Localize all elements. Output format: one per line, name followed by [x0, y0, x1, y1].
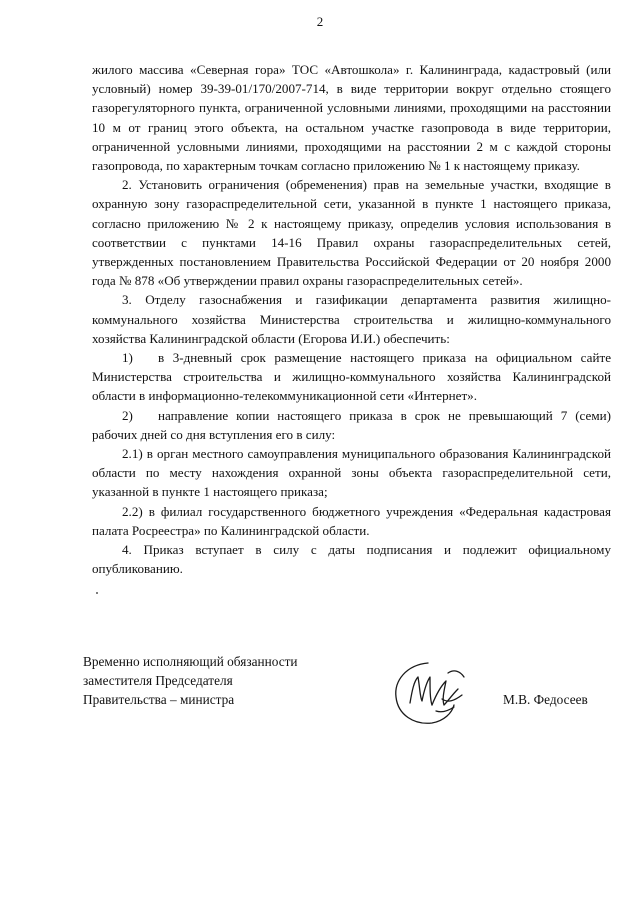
document-body — [92, 60, 611, 578]
list-item-2-text: направление копии настоящего приказа в срок не превышающий 7 (семи) рабочих дней со дня вступления его в силу: — [92, 407, 611, 442]
list-item-1-number: 1) — [122, 350, 133, 366]
paragraph-2: 2. Установить ограничения (обременения) прав на земельные участки, входящие в охранную зону газораспределительной сети, указанной в пункте 1 настоящего приказа, согласно приложению № 2 к настоящему приказу, определив условия использования в соответствии с пунктами 14-16 Правил охраны газораспределительных сетей, утвержденных постановлением Правительства Российской Федерации от 20 ноября 2000 года № 878 «Об утверждении правил охраны газораспределительных сетей». — [92, 177, 611, 289]
signatory-line-2: заместителя Председателя — [83, 673, 233, 688]
sub-item-2-1: 2.1) в орган местного самоуправления муниципального образования Калининградской области по месту нахождения охранной зоны объекта газораспределительной сети, указанной в пункте 1 настоящего приказа; — [92, 446, 611, 500]
list-item-2 — [92, 406, 611, 444]
list-item-1-text: в 3-дневный срок размещение настоящего приказа на официальном сайте Министерства строительства и жилищно-коммунального хозяйства Калининградской области в информационно-телекоммуникационной сети «Интернет». — [92, 350, 611, 404]
paragraph-4: 4. Приказ вступает в силу с даты подписания и подлежит официальному опубликованию. — [92, 542, 611, 577]
stray-mark — [96, 592, 98, 594]
signatory-name: М.В. Федосеев — [503, 692, 588, 707]
page-number: 2 — [316, 14, 324, 29]
signatory-line-3: Правительства – министра — [83, 692, 235, 707]
paragraph-3: 3. Отделу газоснабжения и газификации департамента развития жилищно-коммунального хозяйства Министерства строительства и жилищно-коммунального хозяйства Калининградской области (Егорова И.И.) обеспечить: — [92, 292, 611, 346]
signatory-line-1: Временно исполняющий обязанности — [83, 654, 298, 669]
signatory-title — [83, 652, 353, 709]
sub-item-2-2: 2.2) в филиал государственного бюджетного учреждения «Федеральная кадастровая палата Росреестра» по Калининградской области. — [92, 503, 611, 538]
list-item-2-number: 2) — [122, 407, 133, 423]
intro-paragraph: жилого массива «Северная гора» ТОС «Автошкола» г. Калининграда, кадастровый (или условный) номер 39-39-01/170/2007-714, в виде территории вокруг отдельно стоящего газорегуляторного пункта, ограниченной условными линиями, проходящими на расстоянии 10 м от границ этого объекта, на остальном участке газопровода в виде территории, ограниченной условными линиями, проходящими на расстоянии 2 м с каждой стороны газопровода, по характерным точкам согласно приложению № 1 к настоящему приказу. — [92, 62, 611, 174]
handwritten-signature — [388, 655, 470, 729]
list-item-1 — [92, 348, 611, 406]
